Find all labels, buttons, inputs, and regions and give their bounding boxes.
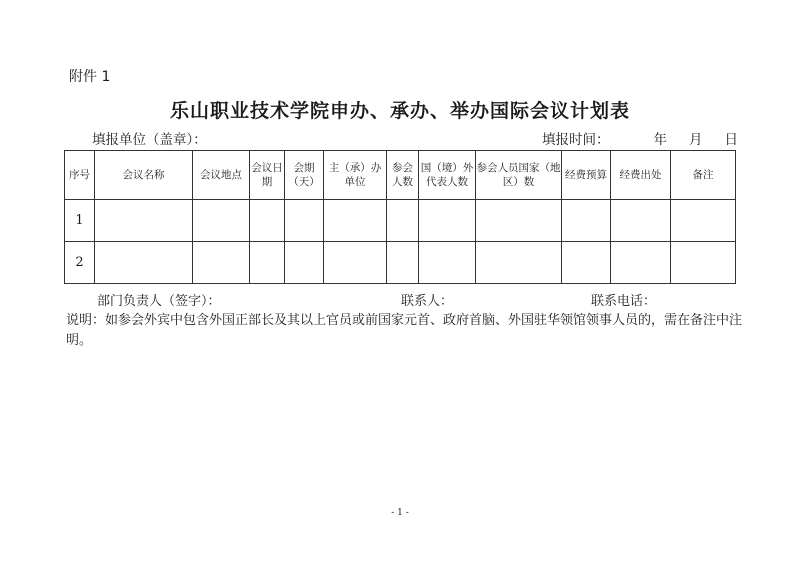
cell-budget[interactable] xyxy=(562,200,611,242)
table-row xyxy=(65,200,736,242)
cell-attendees[interactable] xyxy=(387,242,419,284)
cell-meeting-name[interactable] xyxy=(95,242,193,284)
cell-meeting-location[interactable] xyxy=(193,200,250,242)
document-title: 乐山职业技术学院申办、承办、举办国际会议计划表 xyxy=(169,100,630,122)
table-header-row xyxy=(65,151,736,200)
page-number: - 1 - xyxy=(391,508,409,518)
row-seq: 1 xyxy=(65,200,95,242)
meeting-plan-table xyxy=(64,150,736,284)
date-day: 日 xyxy=(724,132,738,148)
dept-head-signature-label: 部门负责人（签字）： xyxy=(97,294,221,309)
contact-person-label: 联系人： xyxy=(401,294,454,309)
header-foreign-delegates: 国（境）外代表人数 xyxy=(419,151,476,200)
explanatory-note: 说明：如参会外宾中包含外国正部长及其以上官员或前国家元首、政府首脑、外国驻华领馆领事人员的，需在备注中注明。 xyxy=(66,313,743,348)
header-duration: 会期（天） xyxy=(285,151,324,200)
cell-duration[interactable] xyxy=(285,242,324,284)
header-meeting-location: 会议地点 xyxy=(193,151,250,200)
header-meeting-name: 会议名称 xyxy=(95,151,193,200)
header-countries: 参会人员国家（地区）数 xyxy=(476,151,562,200)
cell-meeting-location[interactable] xyxy=(193,242,250,284)
cell-countries[interactable] xyxy=(476,200,562,242)
cell-organizer[interactable] xyxy=(324,200,387,242)
cell-countries[interactable] xyxy=(476,242,562,284)
cell-remarks[interactable] xyxy=(671,242,736,284)
date-year: 年 xyxy=(653,132,667,148)
header-budget: 经费预算 xyxy=(562,151,611,200)
header-attendees: 参会人数 xyxy=(387,151,419,200)
fill-time-label: 填报时间： xyxy=(542,132,610,148)
date-month: 月 xyxy=(689,132,703,148)
cell-foreign-delegates[interactable] xyxy=(419,200,476,242)
fill-time-row xyxy=(542,128,738,148)
cell-attendees[interactable] xyxy=(387,200,419,242)
fill-unit-label: 填报单位（盖章）： xyxy=(92,132,207,148)
cell-meeting-date[interactable] xyxy=(250,242,285,284)
header-remarks: 备注 xyxy=(671,151,736,200)
cell-foreign-delegates[interactable] xyxy=(419,242,476,284)
header-meeting-date: 会议日期 xyxy=(250,151,285,200)
header-organizer: 主（承）办单位 xyxy=(324,151,387,200)
cell-meeting-name[interactable] xyxy=(95,200,193,242)
cell-meeting-date[interactable] xyxy=(250,200,285,242)
contact-phone-label: 联系电话： xyxy=(591,294,657,309)
cell-funding-source[interactable] xyxy=(611,200,671,242)
header-seq: 序号 xyxy=(65,151,95,200)
row-seq: 2 xyxy=(65,242,95,284)
attachment-label: 附件 1 xyxy=(69,69,111,85)
table-row xyxy=(65,242,736,284)
header-funding-source: 经费出处 xyxy=(611,151,671,200)
cell-remarks[interactable] xyxy=(671,200,736,242)
cell-budget[interactable] xyxy=(562,242,611,284)
cell-organizer[interactable] xyxy=(324,242,387,284)
cell-funding-source[interactable] xyxy=(611,242,671,284)
cell-duration[interactable] xyxy=(285,200,324,242)
